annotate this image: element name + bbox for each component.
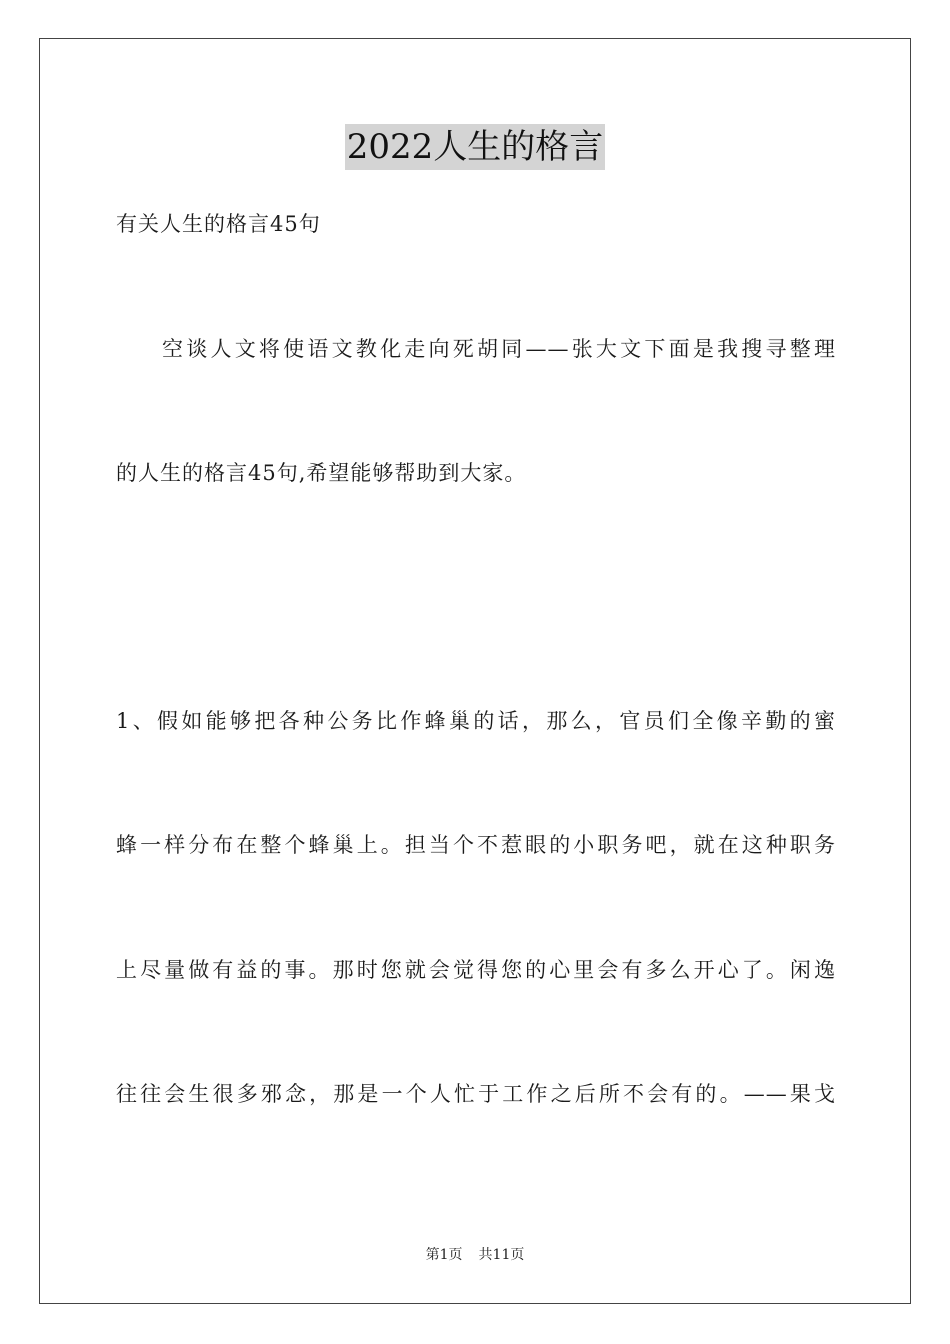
page-number-current: 第1页 <box>425 1247 463 1263</box>
page-footer <box>0 1245 950 1265</box>
item1-line-4: 往往会生很多邪念，那是一个人忙于工作之后所不会有的。——果戈 <box>116 1082 836 1106</box>
item1-line-1: 1、假如能够把各种公务比作蜂巢的话，那么，官员们全像辛勤的蜜 <box>116 709 836 733</box>
document-title: 2022人生的格言 <box>345 124 606 170</box>
item1-line-3: 上尽量做有益的事。那时您就会觉得您的心里会有多么开心了。闲逸 <box>116 958 836 982</box>
item1-line-2: 蜂一样分布在整个蜂巢上。担当个不惹眼的小职务吧，就在这种职务 <box>116 833 836 857</box>
subtitle-line: 有关人生的格言45句 <box>116 212 321 236</box>
page-number-total: 共11页 <box>478 1247 525 1263</box>
intro-line-2: 的人生的格言45句,希望能够帮助到大家。 <box>116 461 527 485</box>
intro-line-1: 空谈人文将使语文教化走向死胡同——张大文下面是我搜寻整理 <box>162 337 836 361</box>
title-container <box>0 124 950 170</box>
